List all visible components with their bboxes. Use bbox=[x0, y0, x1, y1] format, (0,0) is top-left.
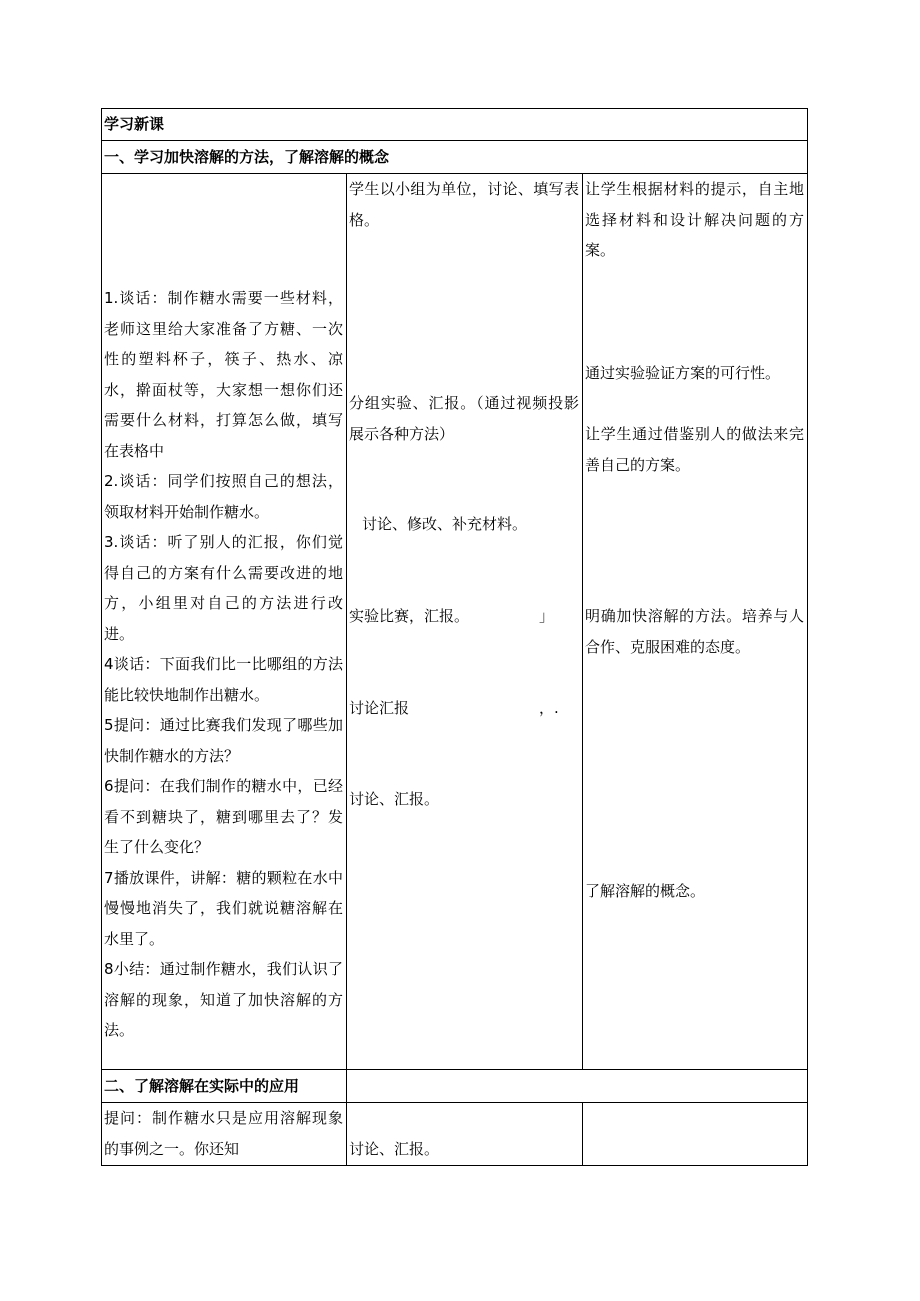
design-intent-3: 让学生通过借鉴别人的做法来完善自己的方案。 bbox=[585, 425, 805, 474]
section1-header-row bbox=[102, 141, 808, 174]
lesson-title-row bbox=[102, 109, 808, 141]
teacher-step-5: 5提问：通过比赛我们发现了哪些加快制作糖水的方法？ bbox=[104, 716, 343, 765]
student-activity-1: 学生以小组为单位，讨论、填写表格。 bbox=[349, 180, 579, 229]
section2-intent-cell bbox=[583, 1103, 808, 1166]
teacher-step-2: 2.谈话：同学们按照自己的想法，领取材料开始制作糖水。 bbox=[104, 472, 343, 521]
teacher-step-8: 8小结：通过制作糖水，我们认识了溶解的现象，知道了加快溶解的方法。 bbox=[104, 960, 343, 1039]
design-intent-5: 了解溶解的概念。 bbox=[585, 882, 706, 900]
student-activities-cell bbox=[347, 174, 583, 1070]
section2-header-row bbox=[102, 1070, 808, 1103]
section2-student-text: 讨论、汇报。 bbox=[349, 1140, 440, 1158]
section2-teacher-cell bbox=[102, 1103, 347, 1166]
teacher-step-7: 7播放课件，讲解：糖的颗粒在水中慢慢地消失了，我们就说糖溶解在水里了。 bbox=[104, 868, 343, 948]
teacher-step-4: 4谈话：下面我们比一比哪组的方法能比较快地制作出糖水。 bbox=[104, 655, 343, 704]
teacher-activities-cell bbox=[102, 174, 347, 1070]
design-intent-1: 让学生根据材料的提示，自主地选择材料和设计解决问题的方案。 bbox=[585, 180, 805, 259]
stray-mark-bracket: 」 bbox=[539, 607, 555, 625]
teacher-step-6: 6提问：在我们制作的糖水中，已经看不到糖块了，糖到哪里去了？发生了什么变化？ bbox=[104, 777, 343, 856]
section2-content-row bbox=[102, 1103, 808, 1166]
student-activity-5: 讨论汇报 bbox=[349, 699, 410, 717]
student-activity-3: 讨论、修改、补充材料。 bbox=[362, 515, 528, 533]
section2-student-cell bbox=[347, 1103, 583, 1166]
lesson-plan-table bbox=[101, 108, 808, 1166]
design-intent-cell bbox=[583, 174, 808, 1070]
section2-teacher-text: 提问：制作糖水只是应用溶解现象的事例之一。你还知 bbox=[104, 1109, 343, 1158]
student-activity-6: 讨论、汇报。 bbox=[349, 790, 440, 808]
section2-title: 二、了解溶解在实际中的应用 bbox=[104, 1077, 300, 1095]
section1-content-row bbox=[102, 174, 808, 1070]
teacher-step-3: 3.谈话：听了别人的汇报，你们觉得自己的方案有什么需要改进的地方，小组里对自己的方法进行改进。 bbox=[104, 533, 343, 643]
student-activity-4: 实验比赛，汇报。 bbox=[349, 607, 470, 625]
teacher-step-1: 1.谈话：制作糖水需要一些材料，老师这里给大家准备了方糖、一次性的塑料杯子，筷子、热水、凉水，擀面杖等，大家想一想你们还需要什么材料，打算怎么做，填写在表格中 bbox=[104, 289, 343, 460]
section1-title: 一、学习加快溶解的方法，了解溶解的概念 bbox=[104, 148, 390, 166]
stray-mark-dots: ，. bbox=[539, 699, 559, 717]
design-intent-2: 通过实验验证方案的可行性。 bbox=[585, 364, 781, 382]
student-activity-2: 分组实验、汇报。（通过视频投影展示各种方法） bbox=[349, 394, 579, 443]
design-intent-4: 明确加快溶解的方法。培养与人合作、克服困难的态度。 bbox=[585, 607, 805, 656]
lesson-title: 学习新课 bbox=[104, 115, 165, 133]
